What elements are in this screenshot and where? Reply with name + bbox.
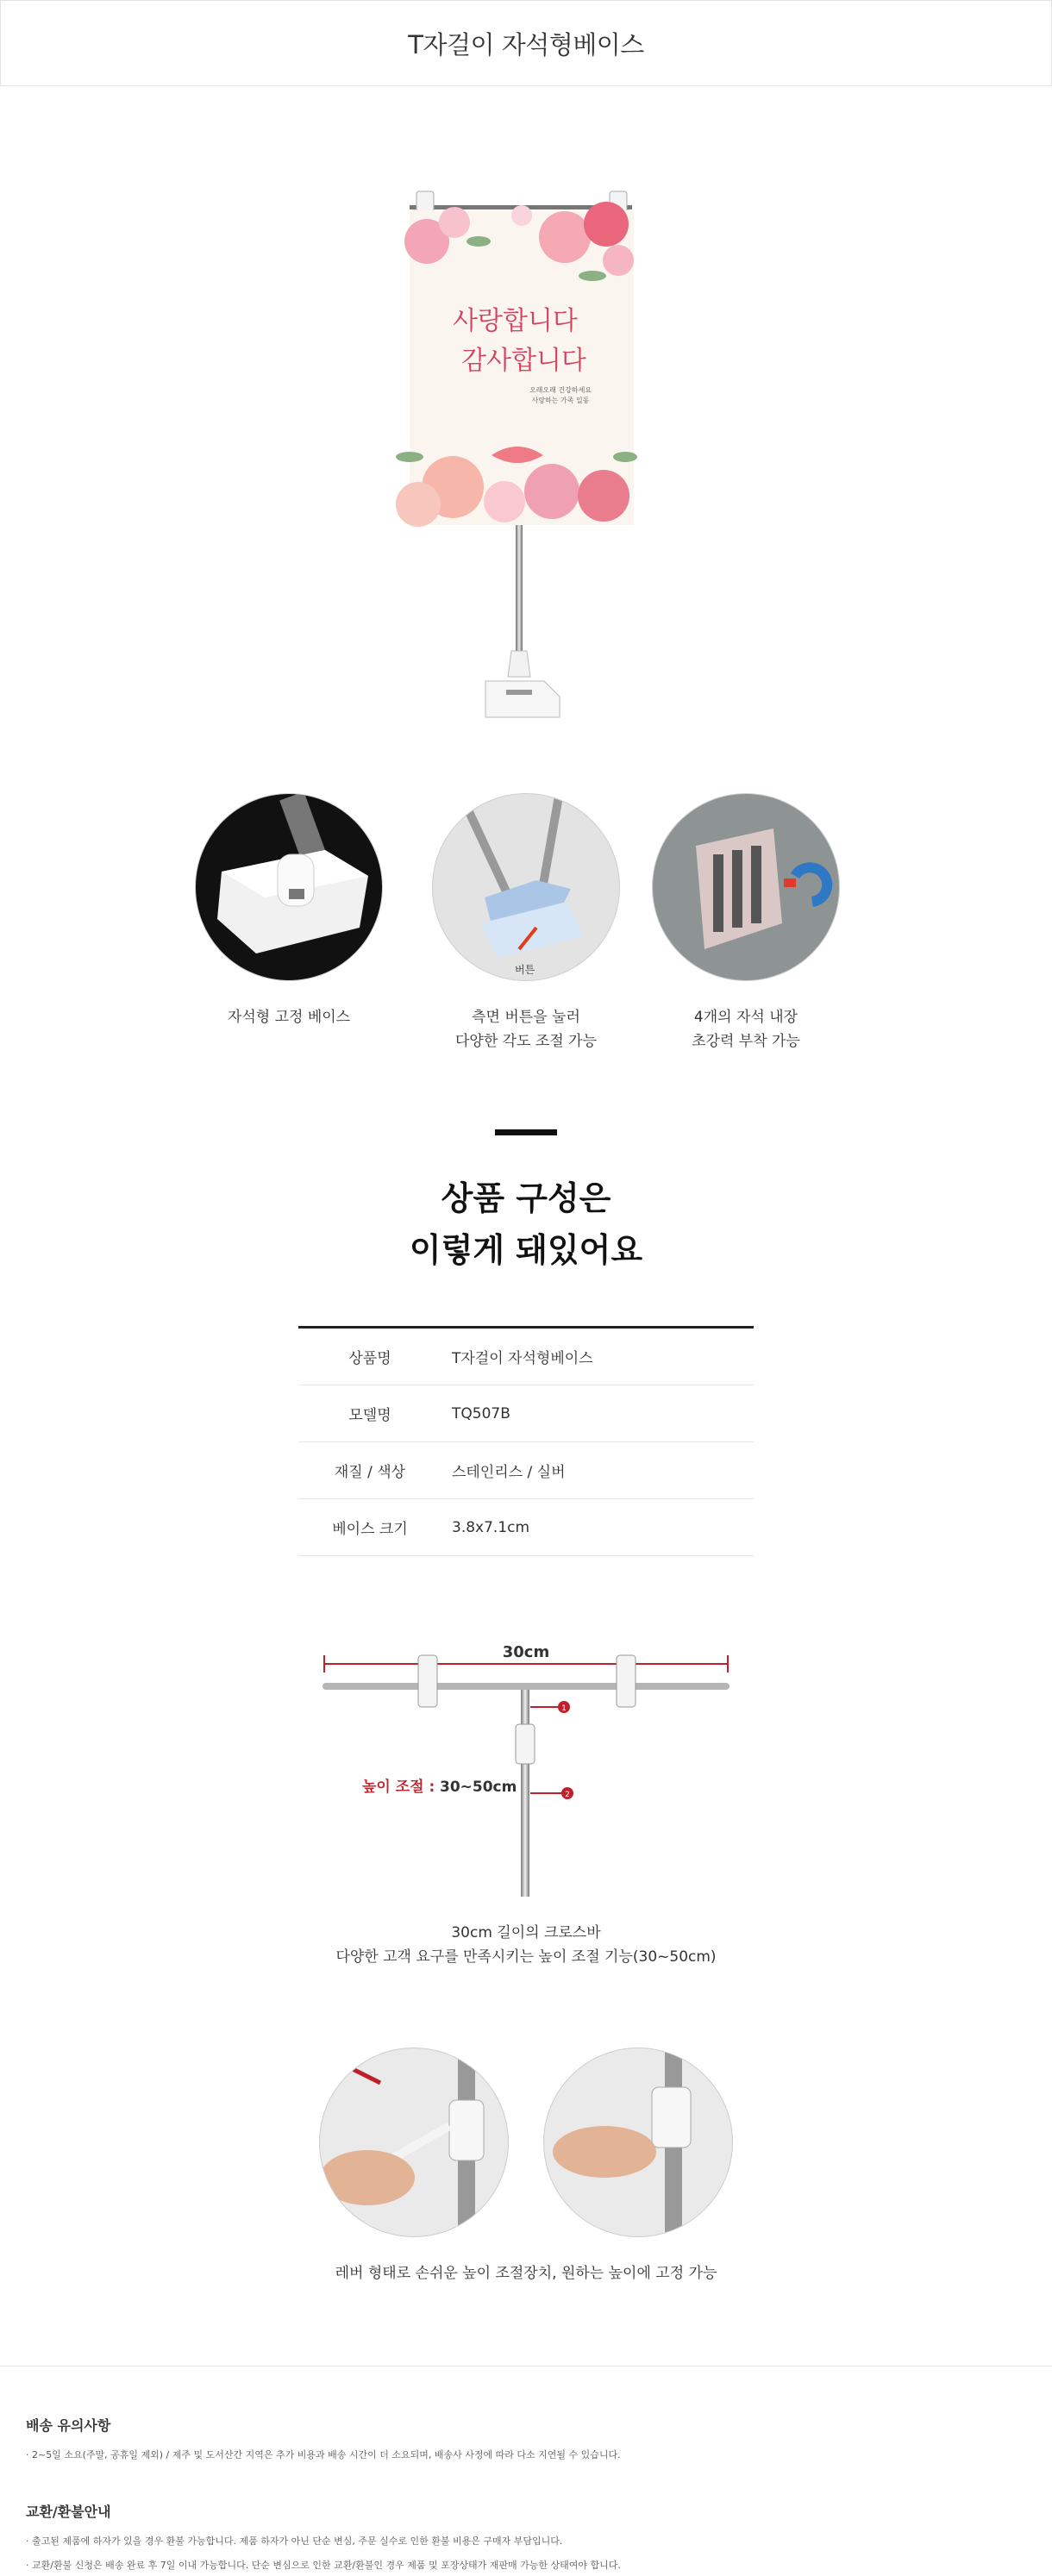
spec-value: TQ507B (452, 1404, 510, 1422)
spec-key: 상품명 (348, 1350, 391, 1367)
magnetic-base-image (195, 793, 383, 981)
page-header (0, 0, 1052, 86)
spec-value: T자걸이 자석형베이스 (452, 1350, 593, 1367)
spec-key: 재질 / 색상 (334, 1464, 406, 1481)
exchange-text2: · 교환/환불 신청은 배송 완료 후 7일 이내 가능합니다. 단순 변심으로 인한 교환/환불인 경우 제품 및 포장상태가 재판매 가능한 상태여야 합니다. (26, 2560, 621, 2571)
marker-1: 1 (561, 1704, 567, 1713)
lever-up-image (319, 2048, 509, 2237)
spec-value: 3.8x7.1cm (452, 1518, 530, 1536)
lever-fixed-image (543, 2048, 733, 2237)
feature-caption-line1: 4개의 자석 내장 (693, 1009, 798, 1026)
spec-key: 베이스 크기 (332, 1521, 408, 1538)
table-row (298, 1385, 754, 1442)
hero-product-image (392, 181, 651, 733)
width-label: 30cm (502, 1643, 550, 1661)
feature-item (647, 793, 845, 1054)
shipping-title: 배송 유의사항 (26, 2417, 111, 2434)
button-tag: 버튼 (515, 964, 535, 976)
height-label-prefix: 높이 조절 : (362, 1779, 435, 1796)
poster-small1: 오래오래 건강하세요 (529, 386, 592, 394)
spec-key: 모델명 (348, 1407, 391, 1424)
feature-item (427, 793, 625, 1054)
diagram-caption-line1: 30cm 길이의 크로스바 (451, 1924, 601, 1941)
table-row (298, 1329, 754, 1385)
table-row (298, 1499, 754, 1556)
feature-caption (190, 1005, 388, 1029)
notice-section (0, 2366, 1052, 2571)
angle-button-image (432, 793, 620, 981)
section-title-line2: 이렇게 돼있어요 (409, 1231, 643, 1269)
t-stand-illustration (392, 181, 651, 733)
feature-list (190, 793, 862, 1052)
marker-2: 2 (565, 1791, 570, 1799)
lever-images (319, 2048, 733, 2246)
exchange-title: 교환/환불안내 (26, 2504, 111, 2520)
feature-caption (427, 1005, 625, 1054)
feature-caption-line2: 다양한 각도 조절 가능 (454, 1033, 597, 1050)
feature-item (190, 793, 388, 1029)
section-title-line1: 상품 구성은 (441, 1179, 611, 1217)
poster-small2: 사랑하는 가족 일동 (531, 397, 590, 404)
table-row (298, 1442, 754, 1499)
dimension-diagram (310, 1638, 742, 1897)
poster-line1: 사랑합니다 (453, 306, 578, 336)
section-title (0, 1172, 1052, 1276)
feature-caption-line1: 자석형 고정 베이스 (227, 1009, 351, 1026)
feature-caption (647, 1005, 845, 1054)
height-label-value: 30~50cm (440, 1779, 517, 1796)
exchange-text1: · 출고된 제품에 하자가 있을 경우 환불 가능합니다. 제품 하자가 아닌 단순 변심, 주문 실수로 인한 환불 비용은 구매자 부담입니다. (26, 2535, 563, 2547)
lever-caption: 레버 형태로 손쉬운 높이 조절장치, 원하는 높이에 고정 가능 (335, 2265, 717, 2282)
page-title: T자걸이 자석형베이스 (408, 29, 644, 59)
magnets-image (652, 793, 840, 981)
diagram-caption-line2: 다양한 고객 요구를 만족시키는 높이 조절 기능(30~50cm) (335, 1948, 717, 1966)
crossbar-diagram (310, 1638, 742, 1897)
spec-value: 스테인리스 / 실버 (452, 1464, 566, 1481)
feature-caption-line2: 초강력 부착 가능 (692, 1033, 800, 1050)
poster-line2: 감사합니다 (461, 346, 586, 376)
diagram-caption (0, 1921, 1052, 1969)
section-divider (495, 1129, 557, 1135)
feature-caption-line1: 측면 버튼을 눌러 (472, 1009, 580, 1026)
spec-table (298, 1326, 754, 1556)
shipping-text: · 2~5일 소요(주말, 공휴일 제외) / 제주 및 도서산간 지역은 추가 비용과 배송 시간이 더 소요되며, 배송사 사정에 따라 다소 지연될 수 있습니다. (26, 2449, 621, 2460)
